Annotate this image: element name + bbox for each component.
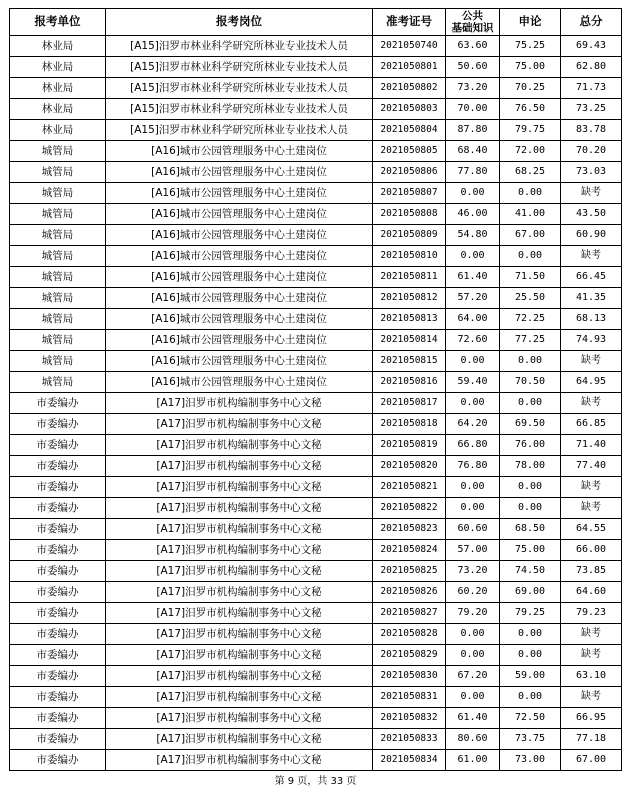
cell-unit: 市委编办 (10, 750, 106, 771)
table-row (10, 414, 622, 435)
cell-public-knowledge: 0.00 (446, 351, 500, 372)
cell-total: 缺考 (561, 498, 622, 519)
cell-unit: 市委编办 (10, 561, 106, 582)
cell-essay: 0.00 (500, 645, 561, 666)
cell-essay: 41.00 (500, 204, 561, 225)
cell-total: 缺考 (561, 645, 622, 666)
table-row (10, 561, 622, 582)
cell-total: 缺考 (561, 477, 622, 498)
cell-unit: 城管局 (10, 351, 106, 372)
cell-essay: 0.00 (500, 183, 561, 204)
cell-exam-number: 2021050805 (373, 141, 446, 162)
cell-public-knowledge: 79.20 (446, 603, 500, 624)
cell-public-knowledge: 73.20 (446, 561, 500, 582)
cell-total: 74.93 (561, 330, 622, 351)
table-row (10, 267, 622, 288)
cell-public-knowledge: 0.00 (446, 246, 500, 267)
table-row (10, 36, 622, 57)
cell-public-knowledge: 0.00 (446, 393, 500, 414)
cell-total: 66.45 (561, 267, 622, 288)
cell-total: 缺考 (561, 351, 622, 372)
cell-essay: 70.50 (500, 372, 561, 393)
table-row (10, 624, 622, 645)
cell-total: 64.55 (561, 519, 622, 540)
cell-unit: 市委编办 (10, 708, 106, 729)
cell-unit: 城管局 (10, 288, 106, 309)
cell-public-knowledge: 66.80 (446, 435, 500, 456)
header-public-knowledge (446, 9, 500, 36)
cell-essay: 0.00 (500, 351, 561, 372)
cell-essay: 69.00 (500, 582, 561, 603)
table-row (10, 120, 622, 141)
table-row (10, 246, 622, 267)
cell-total: 66.85 (561, 414, 622, 435)
cell-position: [A17]汨罗市机构编制事务中心文秘 (106, 645, 373, 666)
cell-public-knowledge: 61.00 (446, 750, 500, 771)
cell-total: 43.50 (561, 204, 622, 225)
cell-unit: 市委编办 (10, 666, 106, 687)
cell-position: [A15]汨罗市林业科学研究所林业专业技术人员 (106, 36, 373, 57)
cell-exam-number: 2021050740 (373, 36, 446, 57)
cell-public-knowledge: 0.00 (446, 687, 500, 708)
cell-unit: 市委编办 (10, 540, 106, 561)
cell-public-knowledge: 73.20 (446, 78, 500, 99)
cell-exam-number: 2021050829 (373, 645, 446, 666)
cell-public-knowledge: 60.60 (446, 519, 500, 540)
cell-public-knowledge: 50.60 (446, 57, 500, 78)
score-table (9, 8, 622, 771)
table-row (10, 540, 622, 561)
table-row (10, 603, 622, 624)
cell-essay: 72.50 (500, 708, 561, 729)
table-row (10, 162, 622, 183)
table-row (10, 666, 622, 687)
cell-public-knowledge: 57.20 (446, 288, 500, 309)
header-essay: 申论 (500, 9, 561, 36)
cell-essay: 69.50 (500, 414, 561, 435)
cell-unit: 市委编办 (10, 729, 106, 750)
cell-exam-number: 2021050810 (373, 246, 446, 267)
cell-unit: 林业局 (10, 36, 106, 57)
cell-total: 缺考 (561, 624, 622, 645)
cell-exam-number: 2021050825 (373, 561, 446, 582)
cell-total: 77.18 (561, 729, 622, 750)
cell-unit: 城管局 (10, 330, 106, 351)
cell-total: 66.00 (561, 540, 622, 561)
cell-total: 69.43 (561, 36, 622, 57)
cell-exam-number: 2021050821 (373, 477, 446, 498)
cell-essay: 73.00 (500, 750, 561, 771)
cell-essay: 25.50 (500, 288, 561, 309)
cell-total: 83.78 (561, 120, 622, 141)
cell-essay: 68.25 (500, 162, 561, 183)
cell-essay: 0.00 (500, 687, 561, 708)
cell-essay: 79.75 (500, 120, 561, 141)
table-row (10, 225, 622, 246)
cell-position: [A16]城市公园管理服务中心土建岗位 (106, 225, 373, 246)
cell-essay: 70.25 (500, 78, 561, 99)
cell-exam-number: 2021050831 (373, 687, 446, 708)
cell-exam-number: 2021050802 (373, 78, 446, 99)
cell-essay: 0.00 (500, 624, 561, 645)
cell-public-knowledge: 77.80 (446, 162, 500, 183)
cell-exam-number: 2021050834 (373, 750, 446, 771)
table-row (10, 57, 622, 78)
cell-public-knowledge: 68.40 (446, 141, 500, 162)
cell-public-knowledge: 64.20 (446, 414, 500, 435)
cell-essay: 0.00 (500, 393, 561, 414)
cell-essay: 74.50 (500, 561, 561, 582)
cell-public-knowledge: 80.60 (446, 729, 500, 750)
table-row (10, 729, 622, 750)
cell-public-knowledge: 0.00 (446, 498, 500, 519)
cell-total: 缺考 (561, 687, 622, 708)
cell-total: 缺考 (561, 183, 622, 204)
cell-unit: 城管局 (10, 309, 106, 330)
cell-unit: 市委编办 (10, 645, 106, 666)
cell-position: [A17]汨罗市机构编制事务中心文秘 (106, 435, 373, 456)
cell-public-knowledge: 72.60 (446, 330, 500, 351)
cell-essay: 76.00 (500, 435, 561, 456)
cell-essay: 76.50 (500, 99, 561, 120)
cell-total: 缺考 (561, 393, 622, 414)
cell-essay: 78.00 (500, 456, 561, 477)
cell-exam-number: 2021050833 (373, 729, 446, 750)
cell-public-knowledge: 64.00 (446, 309, 500, 330)
cell-public-knowledge: 0.00 (446, 624, 500, 645)
cell-position: [A16]城市公园管理服务中心土建岗位 (106, 183, 373, 204)
table-row (10, 456, 622, 477)
cell-position: [A16]城市公园管理服务中心土建岗位 (106, 309, 373, 330)
cell-exam-number: 2021050809 (373, 225, 446, 246)
cell-position: [A16]城市公园管理服务中心土建岗位 (106, 267, 373, 288)
cell-position: [A15]汨罗市林业科学研究所林业专业技术人员 (106, 78, 373, 99)
cell-exam-number: 2021050824 (373, 540, 446, 561)
cell-exam-number: 2021050806 (373, 162, 446, 183)
cell-total: 64.60 (561, 582, 622, 603)
cell-unit: 林业局 (10, 78, 106, 99)
table-row (10, 141, 622, 162)
cell-total: 79.23 (561, 603, 622, 624)
cell-exam-number: 2021050817 (373, 393, 446, 414)
cell-public-knowledge: 57.00 (446, 540, 500, 561)
cell-exam-number: 2021050816 (373, 372, 446, 393)
cell-essay: 59.00 (500, 666, 561, 687)
cell-essay: 68.50 (500, 519, 561, 540)
cell-unit: 城管局 (10, 225, 106, 246)
cell-unit: 市委编办 (10, 435, 106, 456)
cell-total: 77.40 (561, 456, 622, 477)
header-total: 总分 (561, 9, 622, 36)
cell-exam-number: 2021050819 (373, 435, 446, 456)
cell-total: 68.13 (561, 309, 622, 330)
cell-total: 41.35 (561, 288, 622, 309)
cell-position: [A17]汨罗市机构编制事务中心文秘 (106, 750, 373, 771)
cell-unit: 城管局 (10, 372, 106, 393)
cell-position: [A16]城市公园管理服务中心土建岗位 (106, 351, 373, 372)
cell-essay: 75.00 (500, 540, 561, 561)
cell-position: [A17]汨罗市机构编制事务中心文秘 (106, 519, 373, 540)
table-header-row (10, 9, 622, 36)
cell-essay: 75.00 (500, 57, 561, 78)
cell-exam-number: 2021050801 (373, 57, 446, 78)
cell-exam-number: 2021050803 (373, 99, 446, 120)
cell-position: [A17]汨罗市机构编制事务中心文秘 (106, 582, 373, 603)
table-row (10, 393, 622, 414)
cell-public-knowledge: 46.00 (446, 204, 500, 225)
table-row (10, 435, 622, 456)
cell-unit: 市委编办 (10, 456, 106, 477)
cell-public-knowledge: 0.00 (446, 477, 500, 498)
cell-total: 60.90 (561, 225, 622, 246)
cell-position: [A17]汨罗市机构编制事务中心文秘 (106, 456, 373, 477)
cell-exam-number: 2021050814 (373, 330, 446, 351)
page-footer: 第 9 页，共 33 页 (274, 776, 357, 787)
cell-position: [A16]城市公园管理服务中心土建岗位 (106, 288, 373, 309)
cell-total: 73.85 (561, 561, 622, 582)
cell-public-knowledge: 67.20 (446, 666, 500, 687)
cell-essay: 71.50 (500, 267, 561, 288)
table-row (10, 750, 622, 771)
cell-unit: 市委编办 (10, 603, 106, 624)
cell-position: [A17]汨罗市机构编制事务中心文秘 (106, 498, 373, 519)
cell-position: [A17]汨罗市机构编制事务中心文秘 (106, 540, 373, 561)
table-row (10, 708, 622, 729)
cell-public-knowledge: 60.20 (446, 582, 500, 603)
cell-unit: 市委编办 (10, 582, 106, 603)
cell-total: 62.80 (561, 57, 622, 78)
cell-essay: 77.25 (500, 330, 561, 351)
cell-position: [A17]汨罗市机构编制事务中心文秘 (106, 708, 373, 729)
table-body (10, 36, 622, 771)
cell-total: 67.00 (561, 750, 622, 771)
cell-position: [A17]汨罗市机构编制事务中心文秘 (106, 393, 373, 414)
cell-public-knowledge: 0.00 (446, 183, 500, 204)
cell-position: [A16]城市公园管理服务中心土建岗位 (106, 204, 373, 225)
cell-public-knowledge: 61.40 (446, 708, 500, 729)
cell-position: [A16]城市公园管理服务中心土建岗位 (106, 246, 373, 267)
cell-public-knowledge: 54.80 (446, 225, 500, 246)
cell-total: 66.95 (561, 708, 622, 729)
cell-total: 71.73 (561, 78, 622, 99)
cell-unit: 城管局 (10, 141, 106, 162)
cell-position: [A16]城市公园管理服务中心土建岗位 (106, 141, 373, 162)
cell-unit: 城管局 (10, 204, 106, 225)
cell-exam-number: 2021050815 (373, 351, 446, 372)
cell-unit: 城管局 (10, 246, 106, 267)
table-row (10, 519, 622, 540)
cell-exam-number: 2021050812 (373, 288, 446, 309)
cell-essay: 72.25 (500, 309, 561, 330)
cell-exam-number: 2021050822 (373, 498, 446, 519)
header-public-line2: 基础知识 (451, 22, 494, 34)
cell-exam-number: 2021050818 (373, 414, 446, 435)
cell-position: [A17]汨罗市机构编制事务中心文秘 (106, 729, 373, 750)
cell-exam-number: 2021050813 (373, 309, 446, 330)
cell-public-knowledge: 63.60 (446, 36, 500, 57)
cell-exam-number: 2021050826 (373, 582, 446, 603)
cell-unit: 城管局 (10, 183, 106, 204)
cell-total: 73.03 (561, 162, 622, 183)
cell-exam-number: 2021050811 (373, 267, 446, 288)
cell-exam-number: 2021050820 (373, 456, 446, 477)
cell-public-knowledge: 59.40 (446, 372, 500, 393)
cell-essay: 0.00 (500, 477, 561, 498)
cell-exam-number: 2021050804 (373, 120, 446, 141)
cell-essay: 79.25 (500, 603, 561, 624)
table-row (10, 99, 622, 120)
cell-unit: 城管局 (10, 267, 106, 288)
cell-essay: 67.00 (500, 225, 561, 246)
cell-exam-number: 2021050808 (373, 204, 446, 225)
table-row (10, 645, 622, 666)
cell-exam-number: 2021050830 (373, 666, 446, 687)
cell-exam-number: 2021050832 (373, 708, 446, 729)
table-row (10, 309, 622, 330)
header-position: 报考岗位 (106, 9, 373, 36)
cell-position: [A16]城市公园管理服务中心土建岗位 (106, 330, 373, 351)
cell-unit: 市委编办 (10, 687, 106, 708)
cell-unit: 林业局 (10, 120, 106, 141)
cell-exam-number: 2021050827 (373, 603, 446, 624)
header-unit: 报考单位 (10, 9, 106, 36)
table-row (10, 372, 622, 393)
table-row (10, 498, 622, 519)
cell-public-knowledge: 0.00 (446, 645, 500, 666)
header-public-line1: 公共 (462, 10, 483, 22)
cell-essay: 0.00 (500, 246, 561, 267)
table-row (10, 78, 622, 99)
table-row (10, 687, 622, 708)
cell-essay: 0.00 (500, 498, 561, 519)
cell-position: [A17]汨罗市机构编制事务中心文秘 (106, 687, 373, 708)
table-row (10, 477, 622, 498)
cell-position: [A17]汨罗市机构编制事务中心文秘 (106, 603, 373, 624)
cell-public-knowledge: 87.80 (446, 120, 500, 141)
cell-position: [A16]城市公园管理服务中心土建岗位 (106, 162, 373, 183)
cell-public-knowledge: 76.80 (446, 456, 500, 477)
table-row (10, 351, 622, 372)
cell-total: 缺考 (561, 246, 622, 267)
cell-position: [A15]汨罗市林业科学研究所林业专业技术人员 (106, 57, 373, 78)
cell-position: [A16]城市公园管理服务中心土建岗位 (106, 372, 373, 393)
cell-essay: 72.00 (500, 141, 561, 162)
cell-total: 63.10 (561, 666, 622, 687)
cell-unit: 林业局 (10, 57, 106, 78)
cell-exam-number: 2021050828 (373, 624, 446, 645)
cell-essay: 75.25 (500, 36, 561, 57)
cell-total: 70.20 (561, 141, 622, 162)
cell-unit: 林业局 (10, 99, 106, 120)
cell-total: 73.25 (561, 99, 622, 120)
table-row (10, 204, 622, 225)
cell-total: 64.95 (561, 372, 622, 393)
cell-essay: 73.75 (500, 729, 561, 750)
table-row (10, 183, 622, 204)
table-row (10, 288, 622, 309)
cell-position: [A17]汨罗市机构编制事务中心文秘 (106, 666, 373, 687)
cell-public-knowledge: 61.40 (446, 267, 500, 288)
cell-position: [A17]汨罗市机构编制事务中心文秘 (106, 414, 373, 435)
cell-exam-number: 2021050807 (373, 183, 446, 204)
cell-position: [A17]汨罗市机构编制事务中心文秘 (106, 624, 373, 645)
table-row (10, 582, 622, 603)
cell-unit: 市委编办 (10, 393, 106, 414)
cell-unit: 市委编办 (10, 414, 106, 435)
table-row (10, 330, 622, 351)
cell-unit: 市委编办 (10, 498, 106, 519)
cell-unit: 市委编办 (10, 519, 106, 540)
cell-exam-number: 2021050823 (373, 519, 446, 540)
cell-position: [A15]汨罗市林业科学研究所林业专业技术人员 (106, 99, 373, 120)
cell-unit: 城管局 (10, 162, 106, 183)
cell-position: [A17]汨罗市机构编制事务中心文秘 (106, 477, 373, 498)
cell-public-knowledge: 70.00 (446, 99, 500, 120)
cell-position: [A17]汨罗市机构编制事务中心文秘 (106, 561, 373, 582)
header-exam-number: 准考证号 (373, 9, 446, 36)
cell-position: [A15]汨罗市林业科学研究所林业专业技术人员 (106, 120, 373, 141)
cell-total: 71.40 (561, 435, 622, 456)
cell-unit: 市委编办 (10, 477, 106, 498)
cell-unit: 市委编办 (10, 624, 106, 645)
